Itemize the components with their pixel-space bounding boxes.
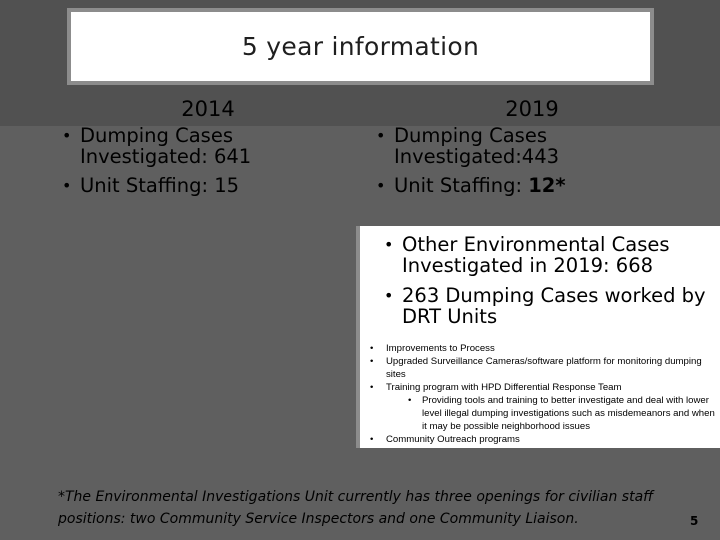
list-item	[58, 175, 318, 196]
bullet-text: Dumping Cases Investigated: 641	[80, 124, 252, 168]
list-item	[380, 234, 710, 276]
panel-big-bullets	[380, 234, 710, 327]
bullet-text: Dumping Cases Investigated:443	[394, 124, 560, 168]
bullet-icon: •	[376, 176, 386, 195]
staffing-value: 12*	[528, 174, 566, 197]
list-item	[366, 381, 716, 394]
staffing-label: Unit Staffing:	[394, 174, 529, 197]
column-2014	[58, 96, 318, 196]
list-item	[366, 433, 716, 446]
list-item	[58, 125, 318, 167]
sub-bullet-text: Providing tools and training to better investigate and deal with lower level illegal dumping investigations such as misdemeanors and when it may be possible neighborhood issues	[422, 395, 715, 432]
bullet-icon: •	[62, 126, 72, 145]
bullet-text: Other Environmental Cases Investigated in 2019: 668	[402, 233, 670, 277]
list-item	[366, 394, 716, 433]
year-heading-2014: 2014	[181, 97, 235, 121]
bullet-icon: •	[370, 356, 374, 367]
bullet-text: Training program with HPD Differential Response Team	[386, 382, 622, 393]
list-item	[372, 125, 672, 167]
list-item	[366, 342, 716, 355]
details-panel	[356, 226, 720, 448]
bullet-text: Upgraded Surveillance Cameras/software platform for monitoring dumping sites	[386, 356, 702, 380]
bullet-text: Unit Staffing: 15	[80, 174, 240, 197]
column-2019	[372, 96, 672, 196]
bullet-text: Community Outreach programs	[386, 434, 520, 445]
page-number: 5	[690, 514, 699, 528]
year-heading-2019: 2019	[505, 97, 559, 121]
list-item	[366, 355, 716, 381]
bullet-icon: •	[62, 176, 72, 195]
bullet-icon: •	[384, 235, 394, 254]
bullet-text: Improvements to Process	[386, 343, 495, 354]
slide-title: 5 year information	[241, 32, 480, 61]
bullet-icon: •	[384, 286, 394, 305]
list-item	[380, 285, 710, 327]
list-item	[372, 175, 672, 196]
bullet-icon: •	[370, 382, 374, 393]
bullet-icon: •	[408, 395, 412, 406]
footnote: *The Environmental Investigations Unit currently has three openings for civilian staff positions: two Community Service Inspectors and one Community Liaison.	[58, 489, 654, 527]
bullet-icon: •	[370, 434, 374, 445]
title-box	[67, 8, 654, 85]
bullet-icon: •	[370, 343, 374, 354]
bullet-icon: •	[376, 126, 386, 145]
bullet-text: 263 Dumping Cases worked by DRT Units	[402, 284, 706, 328]
bullet-text	[394, 175, 672, 196]
panel-small-list	[366, 342, 716, 446]
